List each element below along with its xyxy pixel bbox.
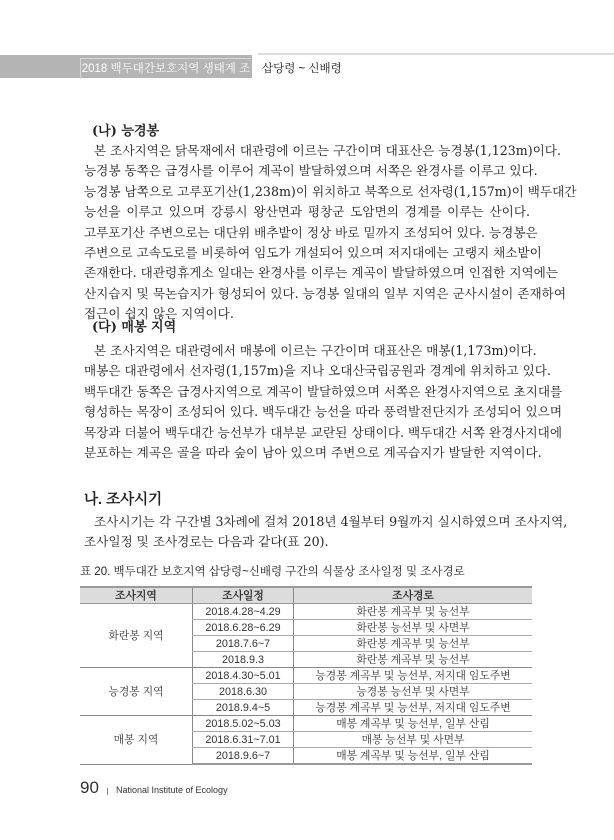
header-region: 조사지역 bbox=[80, 587, 193, 604]
date-cell: 2018.6.28~6.29 bbox=[193, 620, 294, 636]
table-row bbox=[80, 668, 532, 684]
date-cell: 2018.5.02~5.03 bbox=[193, 716, 294, 732]
text-line: 주변으로 고속도로를 비롯하여 임도가 개설되어 있으며 저지대에는 고랭지 채소밭이 bbox=[84, 244, 542, 260]
date-cell: 2018.4.28~4.29 bbox=[193, 604, 294, 620]
text-line: 본 조사지역은 대관령에서 매봉에 이르는 구간이며 대표산은 매봉(1,173m)이다. bbox=[94, 343, 537, 358]
date-cell: 2018.6.30 bbox=[193, 684, 294, 700]
route-cell: 화란봉 계곡부 및 능선부 bbox=[294, 636, 533, 652]
date-cell: 2018.7.6~7 bbox=[193, 636, 294, 652]
region-cell: 화란봉 지역 bbox=[80, 604, 193, 668]
page-number: 90 bbox=[80, 778, 99, 797]
heading-maebong: (다) 매봉 지역 bbox=[92, 320, 177, 335]
text-line: 산지습지 및 묵논습지가 형성되어 있다. 능경봉 일대의 일부 지역은 군사시설이 존재하여 bbox=[84, 285, 566, 301]
route-cell: 능경봉 계곡부 및 능선부, 저지대 임도주변 bbox=[294, 700, 533, 716]
text-line: 능선을 이루고 있으며 강릉시 왕산면과 평창군 도암면의 경계를 이루는 산이다. bbox=[84, 204, 530, 220]
date-cell: 2018.6.31~7.01 bbox=[193, 732, 294, 748]
section-title: 삽당령 ~ 신배령 bbox=[262, 63, 342, 75]
table-header-row bbox=[80, 587, 532, 604]
text-line: 접근이 쉽지 않은 지역이다. bbox=[84, 306, 234, 322]
header-date: 조사일정 bbox=[193, 587, 294, 604]
text-line: 매봉은 대관령에서 선자령(1,157m)을 지나 오대산국립공원과 경계에 위치하고 있다. bbox=[84, 363, 551, 379]
route-cell: 능경봉 계곡부 및 능선부, 저지대 임도주변 bbox=[294, 668, 533, 684]
text-line: 본 조사지역은 닭목재에서 대관령에 이르는 구간이며 대표산은 능경봉(1,123m)이다. bbox=[94, 143, 561, 158]
paragraph-neunggyeongbong bbox=[84, 141, 577, 325]
footer-divider bbox=[107, 788, 108, 795]
table-row bbox=[80, 716, 532, 732]
footer-organization: National Institute of Ecology bbox=[116, 785, 228, 795]
header-divider bbox=[258, 53, 614, 55]
date-cell: 2018.4.30~5.01 bbox=[193, 668, 294, 684]
text-line: 목장과 더불어 백두대간 능선부가 대부분 교란된 상태이다. 백두대간 서쪽 완경사지대에 bbox=[84, 424, 562, 440]
text-line: 분포하는 계곡은 골을 따라 숲이 남아 있으며 주변으로 계곡습지가 발달한 지역이다. bbox=[84, 444, 542, 460]
text-line: 조사일정 및 조사경로는 다음과 같다(표 20). bbox=[84, 534, 329, 550]
table-row bbox=[80, 604, 532, 620]
paragraph-survey-period bbox=[84, 512, 568, 553]
text-line: 조사시기는 각 구간별 3차례에 걸쳐 2018년 4월부터 9월까지 실시하였으며 조사지역, bbox=[94, 514, 568, 529]
route-cell: 매봉 계곡부 및 능선부, 일부 산림 bbox=[294, 716, 533, 732]
route-cell: 화란봉 능선부 및 사면부 bbox=[294, 620, 533, 636]
route-cell: 화란봉 계곡부 및 능선부 bbox=[294, 604, 533, 620]
region-cell: 매봉 지역 bbox=[80, 716, 193, 765]
paragraph-maebong bbox=[84, 341, 563, 463]
survey-schedule-table bbox=[80, 586, 532, 765]
heading-survey-period: 나. 조사시기 bbox=[84, 492, 163, 508]
date-cell: 2018.9.4~5 bbox=[193, 700, 294, 716]
region-cell: 능경봉 지역 bbox=[80, 668, 193, 716]
date-cell: 2018.9.6~7 bbox=[193, 748, 294, 765]
text-line: 백두대간 동쪽은 급경사지역으로 계곡이 발달하였으며 서쪽은 완경사지역으로 초지대를 bbox=[84, 383, 563, 399]
report-title: 2018 백두대간보호지역 생태계 조사 bbox=[80, 58, 251, 79]
header-route: 조사경로 bbox=[294, 587, 533, 604]
text-line: 능경봉 동쪽은 급경사를 이루어 계곡이 발달하였으며 서쪽은 완경사를 이루고 있다. bbox=[84, 163, 538, 179]
date-cell: 2018.9.3 bbox=[193, 652, 294, 668]
table-caption: 표 20. 백두대간 보호지역 삽당령~신배령 구간의 식물상 조사일정 및 조사경로 bbox=[80, 566, 465, 578]
heading-neunggyeongbong: (나) 능경봉 bbox=[92, 124, 160, 139]
text-line: 형성하는 목장이 조성되어 있다. 백두대간 능선을 따라 풍력발전단지가 조성되어 있으며 bbox=[84, 404, 562, 420]
route-cell: 화란봉 계곡부 및 능선부 bbox=[294, 652, 533, 668]
text-line: 고루포기산 주변으로는 대단위 배추밭이 정상 바로 밑까지 조성되어 있다. 능경봉은 bbox=[84, 224, 538, 240]
route-cell: 매봉 능선부 및 사면부 bbox=[294, 732, 533, 748]
route-cell: 매봉 계곡부 및 능선부, 일부 산림 bbox=[294, 748, 533, 765]
text-line: 존재한다. 대관령휴게소 일대는 완경사를 이루는 계곡이 발달하였으며 인접한 지역에는 bbox=[84, 265, 558, 281]
route-cell: 능경봉 능선부 및 사면부 bbox=[294, 684, 533, 700]
text-line: 능경봉 남쪽으로 고루포기산(1,238m)이 위치하고 북쪽으로 선자령(1,157m)이 백두대간 bbox=[84, 183, 577, 199]
